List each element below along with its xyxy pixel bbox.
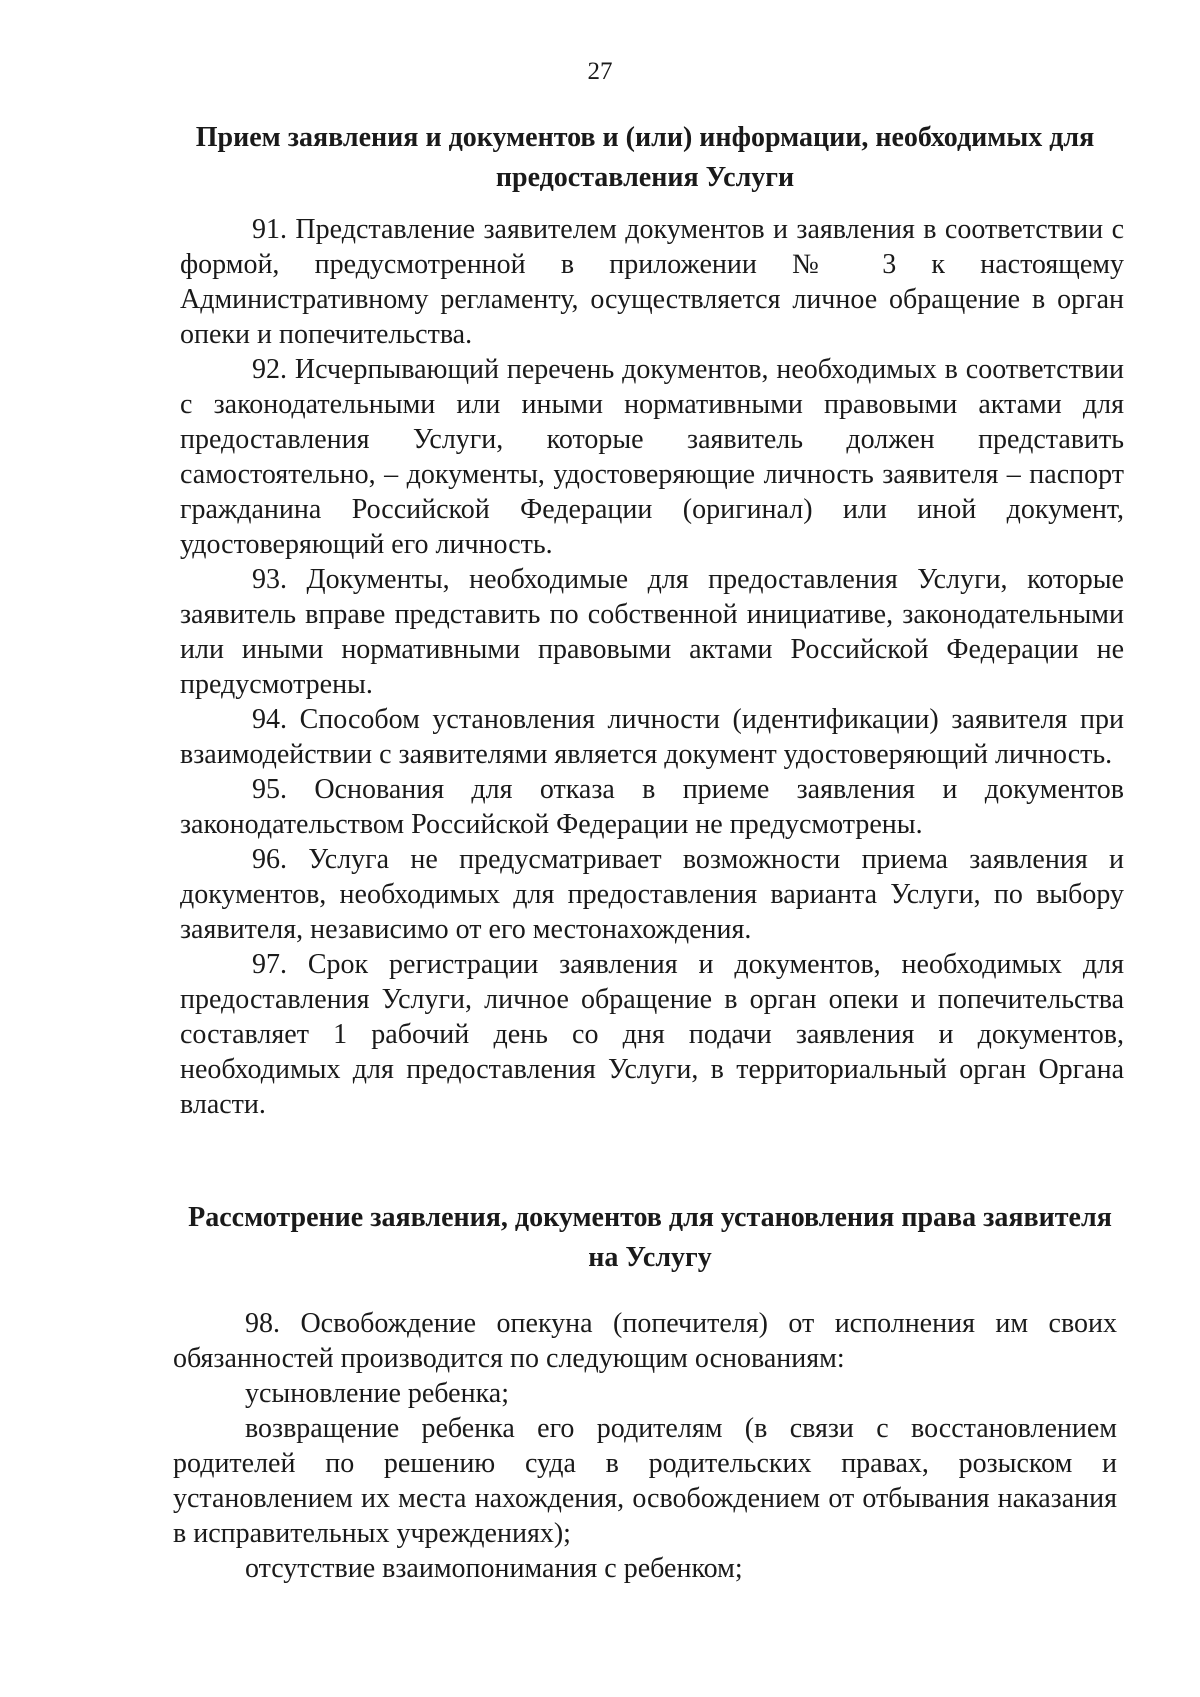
paragraph-92: 92. Исчерпывающий перечень документов, необходимых в соответствии с законодательными или иными нормативными правовыми актами для предоставления Услуги, которые заявитель должен представить самостоятельно, – документы, удостоверяющие личность заявителя – паспорт гражданина Российской Федерации (оригинал) или иной документ, удостоверяющий его личность.: [180, 354, 1124, 560]
list-item-return-to-parents: возвращение ребенка его родителям (в связи с восстановлением родителей по решению суда в родительских правах, розыском и установлением их места нахождения, освобождением от отбывания наказания в исправительных учреждениях);: [173, 1413, 1117, 1549]
paragraph-91: 91. Представление заявителем документов и заявления в соответствии с формой, предусмотренной в приложении № 3 к настоящему Административному регламенту, осуществляется личное обращение в орган опеки и попечительства.: [180, 214, 1124, 350]
paragraph-98: 98. Освобождение опекуна (попечителя) от исполнения им своих обязанностей производится по следующим основаниям:: [173, 1308, 1117, 1374]
list-item-adoption: усыновление ребенка;: [245, 1378, 509, 1409]
paragraph-93: 93. Документы, необходимые для предоставления Услуги, которые заявитель вправе представить по собственной инициативе, законодательными или иными нормативными правовыми актами Российской Федерации не предусмотрены.: [180, 564, 1124, 700]
section-heading-reception: Прием заявления и документов и (или) информации, необходимых для предоставления Услуги: [195, 122, 1095, 193]
section-body-reception: [180, 212, 1124, 1122]
paragraph-96: 96. Услуга не предусматривает возможности приема заявления и документов, необходимых для предоставления варианта Услуги, по выбору заявителя, независимо от его местонахождения.: [180, 844, 1124, 945]
page-number: 27: [587, 58, 613, 85]
list-item-no-understanding: отсутствие взаимопонимания с ребенком;: [245, 1553, 743, 1584]
paragraph-97: 97. Срок регистрации заявления и документов, необходимых для предоставления Услуги, личное обращение в орган опеки и попечительства составляет 1 рабочий день со дня подачи заявления и документов, необходимых для предоставления Услуги, в территориальный орган Органа власти.: [180, 949, 1124, 1120]
section-heading-review: Рассмотрение заявления, документов для установления права заявителя на Услугу: [188, 1202, 1112, 1273]
paragraph-94: 94. Способом установления личности (идентификации) заявителя при взаимодействии с заявителями является документ удостоверяющий личность.: [180, 704, 1124, 770]
paragraph-95: 95. Основания для отказа в приеме заявления и документов законодательством Российской Федерации не предусмотрены.: [180, 774, 1124, 840]
section-body-review: [173, 1306, 1117, 1586]
